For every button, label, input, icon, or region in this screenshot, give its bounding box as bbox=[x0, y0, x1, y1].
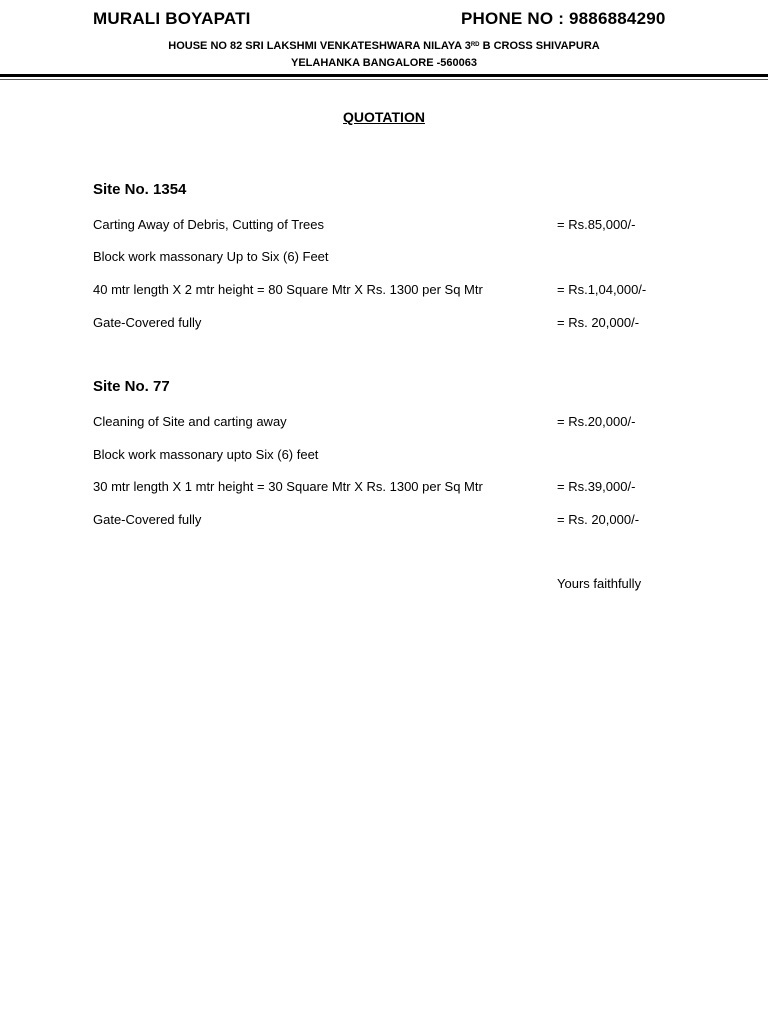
line-item-amount: = Rs. 20,000/- bbox=[557, 512, 640, 527]
line-item-description: Block work massonary Up to Six (6) Feet bbox=[93, 249, 329, 264]
document-title: QUOTATION bbox=[343, 109, 425, 125]
line-item-description: Gate-Covered fully bbox=[93, 315, 202, 330]
line-item-amount: = Rs.39,000/- bbox=[557, 479, 636, 494]
line-item-amount: = Rs.1,04,000/- bbox=[557, 282, 647, 297]
line-item-amount: = Rs.20,000/- bbox=[557, 414, 636, 429]
address-line-1-end: B CROSS SHIVAPURA bbox=[479, 40, 600, 52]
header-name: MURALI BOYAPATI bbox=[93, 9, 251, 28]
header-divider-thick bbox=[0, 74, 768, 77]
line-item-description: 30 mtr length X 1 mtr height = 30 Square Mtr X Rs. 1300 per Sq Mtr bbox=[93, 479, 483, 494]
site-heading: Site No. 1354 bbox=[93, 181, 187, 198]
line-item-description: Block work massonary upto Six (6) feet bbox=[93, 447, 319, 462]
closing-salutation: Yours faithfully bbox=[557, 576, 642, 591]
address-ordinal-suffix: RD bbox=[470, 42, 480, 48]
site-heading: Site No. 77 bbox=[93, 378, 170, 395]
line-item-description: Gate-Covered fully bbox=[93, 512, 202, 527]
line-item-amount: = Rs. 20,000/- bbox=[557, 315, 640, 330]
line-item-description: 40 mtr length X 2 mtr height = 80 Square Mtr X Rs. 1300 per Sq Mtr bbox=[93, 282, 483, 297]
header-divider-thin bbox=[0, 79, 768, 80]
address-line-1-main: HOUSE NO 82 SRI LAKSHMI VENKATESHWARA NILAYA 3 bbox=[168, 40, 471, 52]
line-item-description: Carting Away of Debris, Cutting of Trees bbox=[93, 217, 324, 232]
address-line-2: YELAHANKA BANGALORE -560063 bbox=[290, 57, 478, 69]
line-item-description: Cleaning of Site and carting away bbox=[93, 414, 287, 429]
header-phone: PHONE NO : 9886884290 bbox=[461, 9, 666, 28]
line-item-amount: = Rs.85,000/- bbox=[557, 217, 636, 232]
address-line-1 bbox=[0, 38, 768, 55]
